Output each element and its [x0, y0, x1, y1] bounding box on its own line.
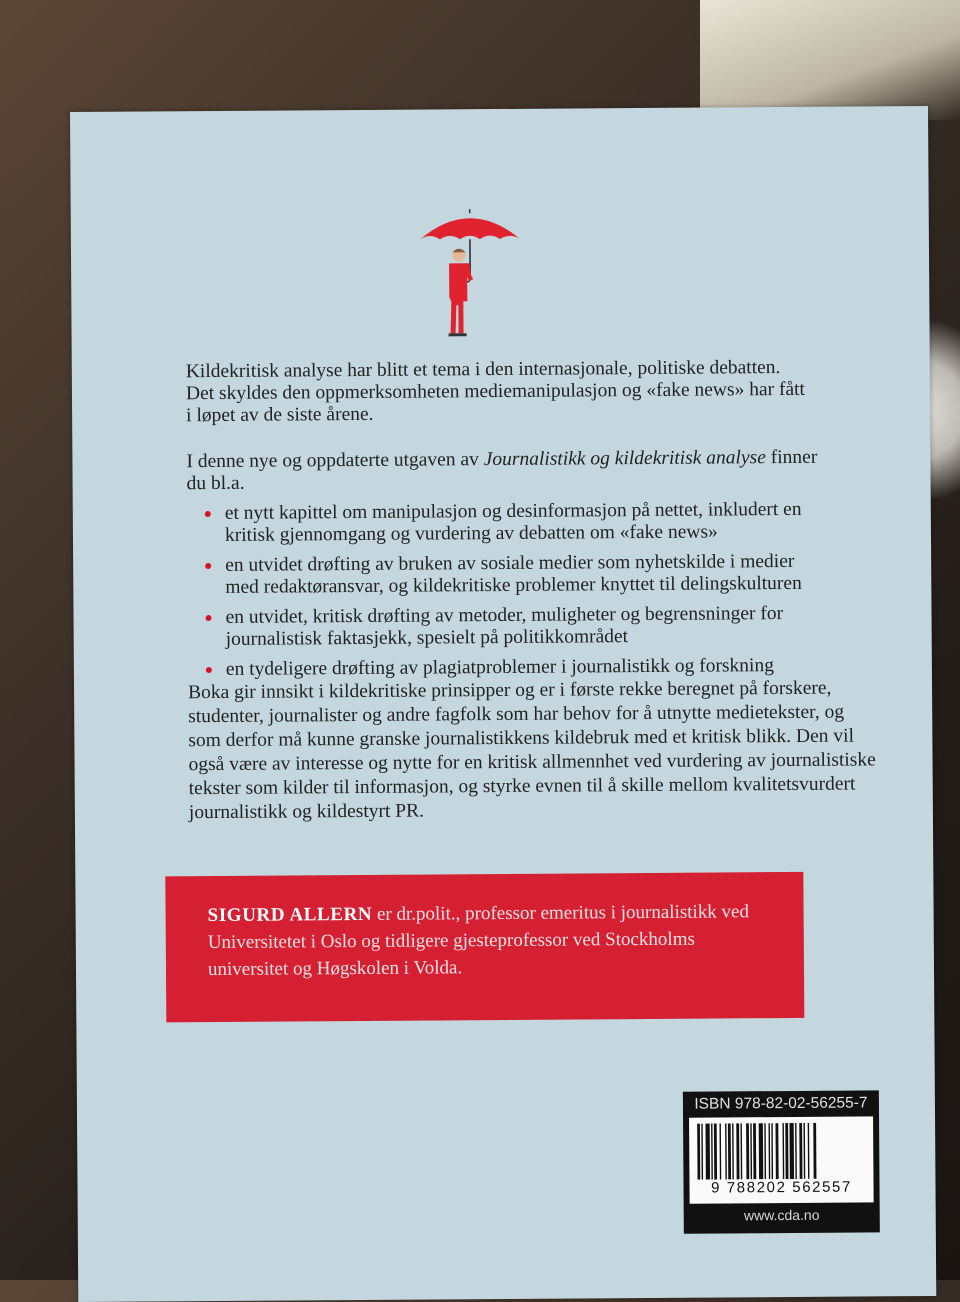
bullet-dot-icon	[206, 667, 212, 673]
author-box	[165, 872, 804, 1022]
feature-list	[187, 499, 828, 681]
bullet-dot-icon	[205, 511, 211, 517]
isbn-label: ISBN 978-82-02-56255-7	[683, 1094, 879, 1113]
summary-paragraph: Boka gir innsikt i kildekritiske prinsipper og er i første rekke beregnet på forskere, studenter, journalister og andre fagfolk som har behov for å utnytte medietekster, og som derfor må kunne granske journalistikkens kildebruk med et kritisk blikk. Den vil også være av interesse og nytte for en kritisk allmennhet ved vurdering av journalistiske tekster som kilder til informasjon, og styrke evnen til å skille mellom kvalitetsvurdert journalistikk og kildestyrt PR.	[188, 676, 879, 825]
intro-line-3: i løpet av de siste årene.	[186, 401, 826, 427]
barcode	[689, 1116, 874, 1203]
bullet-dot-icon	[206, 615, 212, 621]
feature-item	[187, 603, 827, 651]
barcode-digits: 9 788202 562557	[689, 1178, 873, 1196]
intro-line-1: Kildekritisk analyse har blitt et tema i den internasjonale, politiske debatten.	[186, 357, 826, 383]
publisher-website: www.cda.no	[684, 1206, 880, 1223]
barcode-panel	[683, 1090, 880, 1233]
author-name: SIGURD ALLERN	[208, 904, 373, 926]
feature-text: en tydeligere drøfting av plagiatproblemer i journalistikk og forskning	[226, 655, 774, 680]
author-bio	[208, 898, 779, 983]
feature-text: et nytt kapittel om manipulasjon og desinformasjon på nettet, inkludert en kritisk gjennomgang og vurdering av debatten om «fake news»	[225, 499, 802, 546]
intro-line-2: Det skyldes den oppmerksomheten mediemanipulasjon og «fake news» har fått	[186, 379, 826, 405]
edition-paragraph	[186, 447, 828, 689]
author-description: er dr.polit., professor emeritus i journalistikk ved Universitetet i Oslo og tidligere gjesteprofessor ved Stockholms universitet og Høgskolen i Volda.	[208, 901, 749, 980]
book-title: Journalistikk og kildekritisk analyse	[484, 447, 766, 470]
feature-item	[187, 499, 827, 547]
book-back-cover	[70, 106, 936, 1302]
feature-text: en utvidet, kritisk drøfting av metoder, muligheter og begrensninger for journalistisk faktasjekk, spesielt på politikkområdet	[225, 603, 783, 650]
man-with-red-umbrella-icon	[415, 205, 526, 361]
background-lamp-highlight	[700, 0, 960, 120]
feature-text: en utvidet drøfting av bruken av sosiale medier som nyhetskilde i medier med redaktøransvar, og kildekritiske problemer knyttet til delingskulturen	[225, 551, 802, 598]
edition-lead-tail: finner du bl.a.	[187, 447, 818, 494]
edition-lead-text: I denne nye og oppdaterte utgaven av	[186, 449, 483, 472]
feature-item	[187, 551, 827, 599]
edition-lead	[186, 447, 826, 495]
barcode-bars-icon	[697, 1122, 865, 1179]
intro-paragraph	[186, 357, 826, 427]
bullet-dot-icon	[205, 563, 211, 569]
